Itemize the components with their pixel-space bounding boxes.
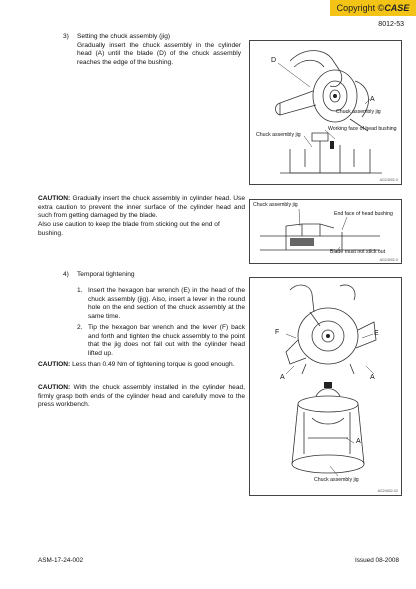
footer-document-code: ASM-17-24-002: [38, 557, 84, 564]
caution3-label: CAUTION:: [38, 384, 71, 391]
caution1-block: [38, 195, 245, 221]
case-logo: CASE: [384, 3, 410, 13]
caution1-text: Gradually insert the chuck assembly in cylinder head. Use extra caution to prevent the inner surface of the cylinder head and such from getting damaged by the blade.: [38, 195, 245, 220]
step3-number: 3): [63, 33, 69, 40]
caption-chuck-assembly-2: Chuck assembly jig: [256, 132, 301, 138]
footer-issue-date: Issued 08-2008: [354, 557, 399, 564]
copyright-text: Copyright ©: [336, 3, 385, 13]
caution2-label: CAUTION:: [38, 361, 71, 368]
figure-bushing-end: [249, 199, 402, 264]
label-e: E: [374, 330, 379, 337]
label-a: A: [370, 96, 375, 103]
step4-item1-text: Insert the hexagon bar wrench (E) in the head of the chuck assembly (jig). Also, insert a lever in the round hole on the end section of the chuck assembly at the same time.: [88, 287, 245, 320]
label-a-right: A: [370, 374, 375, 381]
step4-item2-number: 2.: [77, 324, 83, 331]
figure-temporal-tightening: [249, 277, 402, 496]
caption-end-face: End face of head bushing: [334, 211, 393, 217]
figure-temporal-tightening-drawing: [250, 278, 401, 495]
step4-item1-number: 1.: [77, 287, 83, 294]
caution2-block: [38, 361, 245, 370]
label-d: D: [271, 57, 277, 64]
figure3-code: AG24002-02: [377, 489, 398, 493]
label-f: F: [275, 329, 280, 336]
page-number: 8012-53: [378, 21, 404, 28]
caption-blade-note: Blade must not stick out: [330, 249, 386, 255]
step3-body: Gradually insert the chuck assembly in the cylinder head (A) until the blade (D) of the chuck assembly reaches the edge of the bushing.: [77, 41, 241, 66]
label-a-lower: A: [356, 438, 361, 445]
figure-chuck-insertion: [249, 40, 402, 185]
caution1-text2: Also use caution to keep the blade from sticking out the end of bushing.: [38, 221, 220, 237]
figure2-code: AG24002-0: [379, 258, 398, 262]
step3-title: Setting the chuck assembly (jig): [77, 33, 171, 40]
step4-number: 4): [63, 271, 69, 278]
caption-chuck-assembly-4: Chuck assembly jig: [314, 477, 359, 483]
caution2-text: Less than 0.49 Nm of tightening torque is good enough.: [72, 361, 235, 368]
caution1-label: CAUTION:: [38, 195, 71, 202]
step4-title: Temporal tightening: [77, 271, 135, 278]
figure1-code: AG24002-0: [379, 178, 398, 182]
caption-working-face: Working face of head bushing: [328, 126, 397, 132]
caution3-block: [38, 384, 245, 410]
label-a-left: A: [280, 374, 285, 381]
caption-chuck-assembly-1: Chuck assembly jig: [336, 109, 381, 115]
step4-item2-text: Tip the hexagon bar wrench and the lever (F) back and forth and tighten the chuck assembly to the point that the jig does not fall out with the cylinder head lifted up.: [88, 324, 245, 357]
caution3-text: With the chuck assembly installed in the cylinder head, firmly grasp both ends of the cylinder head and carefully move to the press workbench.: [38, 384, 245, 409]
copyright-badge: [330, 0, 416, 16]
caption-chuck-assembly-3: Chuck assembly jig: [253, 202, 298, 208]
